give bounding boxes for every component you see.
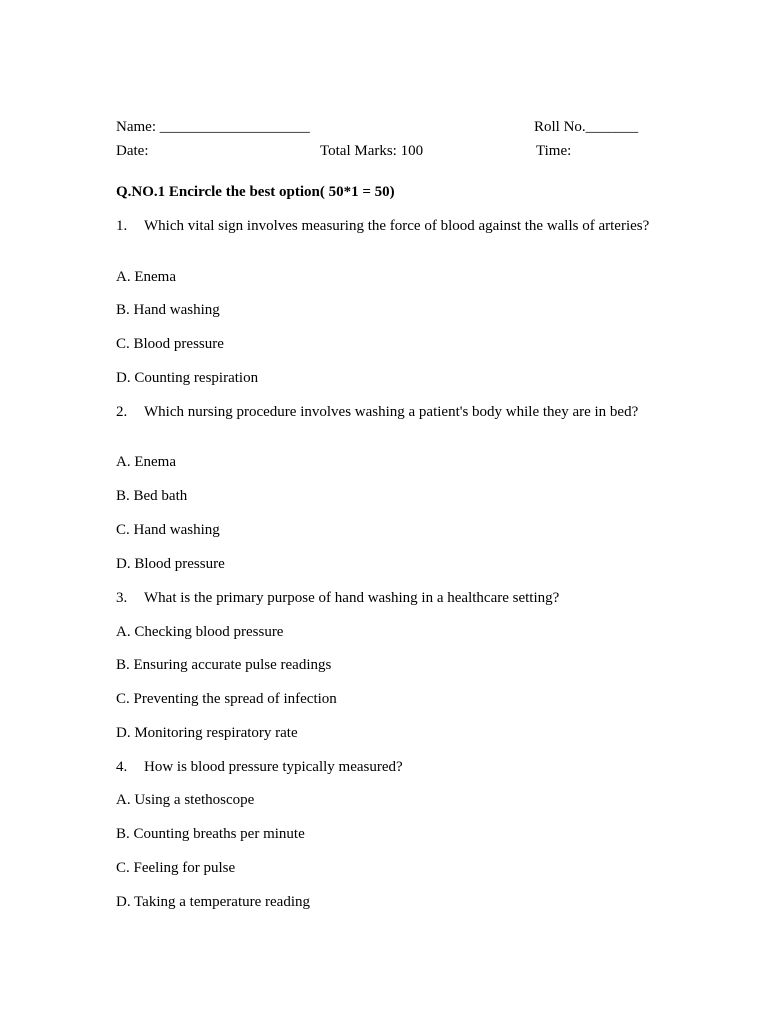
option-b: B. Hand washing [116,302,220,318]
option-c: C. Hand washing [116,522,220,538]
option-a: A. Using a stethoscope [116,792,255,808]
option-a: A. Checking blood pressure [116,624,284,640]
option-b: B. Counting breaths per minute [116,826,305,842]
question-number: 1. [116,218,128,234]
option-a: A. Enema [116,269,176,285]
question-text: Which nursing procedure involves washing a patient's body while they are in bed? [144,404,639,420]
option-c: C. Preventing the spread of infection [116,691,337,707]
section-heading: Q.NO.1 Encircle the best option( 50*1 = 50) [116,184,395,200]
time-label: Time: [536,143,572,159]
option-d: D. Monitoring respiratory rate [116,725,298,741]
option-a: A. Enema [116,454,176,470]
question-text: What is the primary purpose of hand washing in a healthcare setting? [144,590,560,606]
question-text: Which vital sign involves measuring the force of blood against the walls of arteries? [144,218,650,234]
question-number: 2. [116,404,128,420]
question-number: 3. [116,590,128,606]
option-c: C. Blood pressure [116,336,224,352]
date-label: Date: [116,143,149,159]
option-d: D. Counting respiration [116,370,259,386]
option-d: D. Taking a temperature reading [116,894,311,910]
roll-number-label: Roll No._______ [534,119,639,135]
total-marks-label: Total Marks: 100 [320,143,424,159]
option-b: B. Bed bath [116,488,188,504]
option-b: B. Ensuring accurate pulse readings [116,657,332,673]
name-field-label: Name: ____________________ [116,119,310,135]
question-number: 4. [116,759,128,775]
option-c: C. Feeling for pulse [116,860,236,876]
question-text: How is blood pressure typically measured? [144,759,403,775]
option-d: D. Blood pressure [116,556,225,572]
